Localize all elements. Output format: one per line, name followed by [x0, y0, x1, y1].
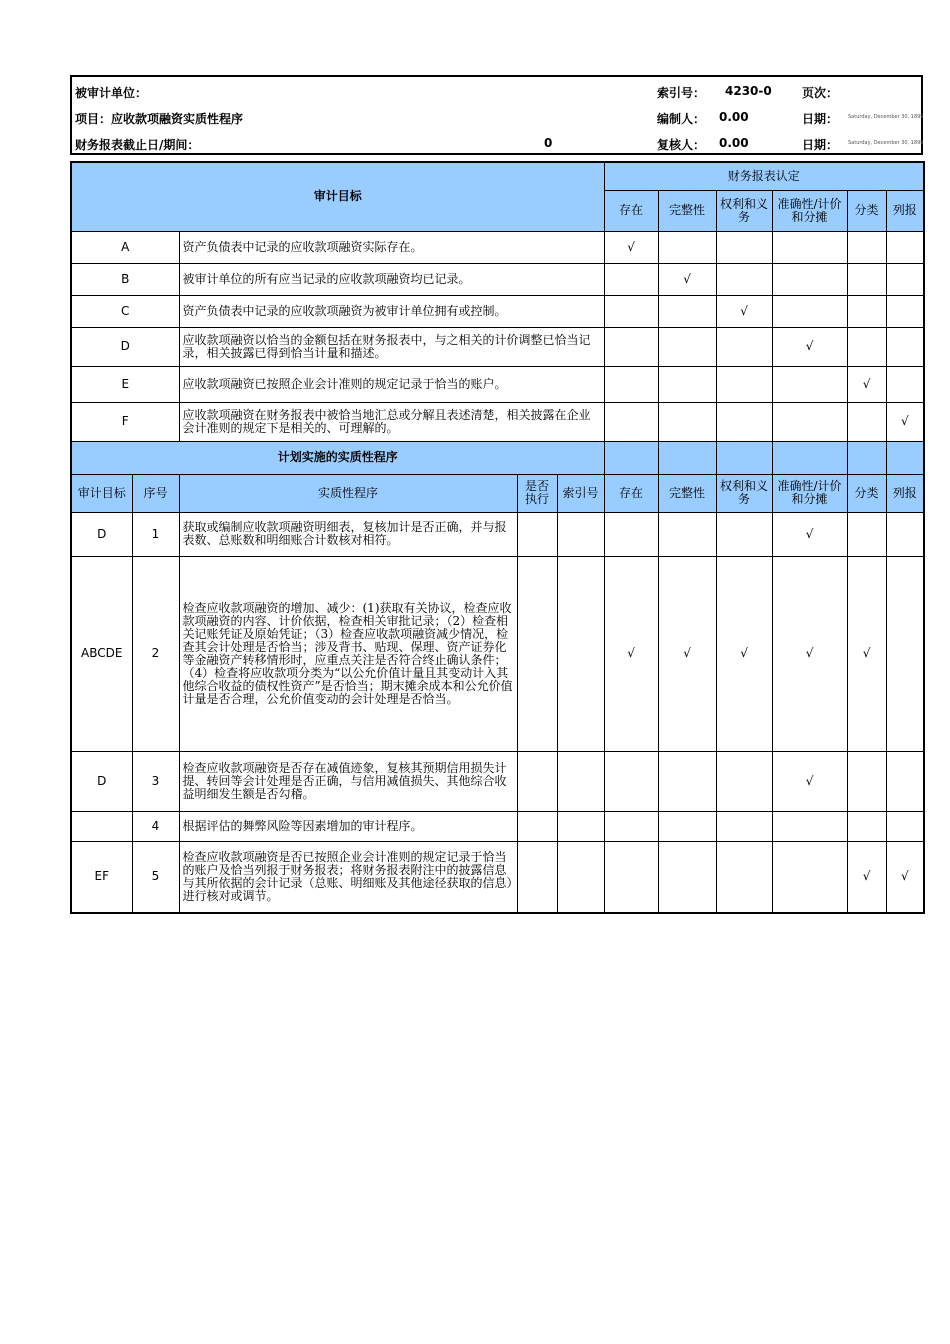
procedure-objective: D: [71, 751, 132, 811]
page-label: 页次：: [802, 86, 839, 100]
check-cell: [604, 751, 658, 811]
check-cell: [772, 841, 847, 913]
check-cell: [886, 295, 924, 327]
check-cell: [658, 231, 716, 263]
objective-row: [71, 231, 924, 263]
assertion-presentation: 列报: [886, 190, 924, 231]
check-cell: [847, 512, 886, 556]
objective-code: D: [71, 327, 179, 366]
objective-code: F: [71, 402, 179, 441]
check-cell: √: [716, 556, 772, 751]
check-cell: [847, 751, 886, 811]
check-cell: √: [658, 556, 716, 751]
procedure-index[interactable]: [557, 841, 604, 913]
procedure-executed[interactable]: [517, 841, 557, 913]
check-cell: [772, 295, 847, 327]
assertion-existence: 存在: [604, 474, 658, 512]
assertion-rights: 权利和义务: [716, 190, 772, 231]
check-cell: √: [772, 512, 847, 556]
procedure-executed[interactable]: [517, 811, 557, 841]
check-cell: [658, 295, 716, 327]
procedure-row: [71, 811, 924, 841]
index-value: 4230-0: [725, 84, 772, 98]
assertion-completeness: 完整性: [658, 474, 716, 512]
check-cell: [658, 402, 716, 441]
date-value-2: Saturday, December 30, 1899: [848, 140, 924, 146]
preparer-value: 0.00: [719, 110, 749, 124]
check-cell: [716, 263, 772, 295]
check-cell: [886, 231, 924, 263]
check-cell: [658, 841, 716, 913]
objective-row: [71, 402, 924, 441]
check-cell: [716, 751, 772, 811]
check-cell: [772, 231, 847, 263]
objective-code: C: [71, 295, 179, 327]
objectives-header-row-1: [71, 162, 924, 190]
check-cell: √: [886, 402, 924, 441]
procedures-section-row: [71, 441, 924, 474]
check-cell: [658, 366, 716, 402]
procedure-row: [71, 556, 924, 751]
col-procedure: 实质性程序: [179, 474, 517, 512]
check-cell: [716, 811, 772, 841]
objective-row: [71, 327, 924, 366]
check-cell: √: [772, 751, 847, 811]
period-label: 财务报表截止日/期间：: [75, 138, 200, 152]
assertion-group-title: 财务报表认定: [604, 162, 924, 190]
assertion-valuation: 准确性/计价和分摊: [772, 474, 847, 512]
check-cell: [604, 263, 658, 295]
check-cell: √: [772, 556, 847, 751]
assertion-classification: 分类: [847, 190, 886, 231]
procedure-row: [71, 512, 924, 556]
check-cell: [716, 327, 772, 366]
check-cell: [716, 231, 772, 263]
procedure-objective: EF: [71, 841, 132, 913]
assertion-existence: 存在: [604, 190, 658, 231]
check-cell: √: [847, 556, 886, 751]
audit-table: [70, 161, 925, 914]
check-cell: [847, 295, 886, 327]
check-cell: [886, 263, 924, 295]
procedure-no: 1: [132, 512, 179, 556]
objective-text: 应收款项融资在财务报表中被恰当地汇总或分解且表述清楚，相关披露在企业会计准则的规定下是相关的、可理解的。: [179, 402, 604, 441]
header-block: [70, 75, 923, 155]
check-cell: [847, 327, 886, 366]
assertion-presentation: 列报: [886, 474, 924, 512]
check-cell: [604, 366, 658, 402]
procedure-objective: D: [71, 512, 132, 556]
check-cell: [847, 231, 886, 263]
assertion-classification: 分类: [847, 474, 886, 512]
check-cell: [772, 402, 847, 441]
check-cell: [716, 402, 772, 441]
project-label: 项目：应收款项融资实质性程序: [75, 112, 244, 126]
check-cell: [604, 841, 658, 913]
date-label-2: 日期：: [802, 138, 839, 152]
procedure-text: 检查应收款项融资的增加、减少：(1)获取有关协议，检查应收款项融资的内容、计价依据，检查相关审批记录；（2）检查相关记账凭证及原始凭证；（3）检查应收款项融资减少情况，检查其会计处理是否恰当；涉及背书、贴现、保理、资产证券化等金融资产转移情形时，应重点关注是否符合终止确认条件；（4）检查将应收款项分类为“以公允价值计量且其变动计入其他综合收益的债权性资产”是否恰当；期末摊余成本和公允价值计量是否合理，公允价值变动的会计处理是否恰当。: [179, 556, 517, 751]
objective-text: 资产负债表中记录的应收款项融资为被审计单位拥有或控制。: [179, 295, 604, 327]
objective-text: 被审计单位的所有应当记录的应收款项融资均已记录。: [179, 263, 604, 295]
procedure-index[interactable]: [557, 512, 604, 556]
check-cell: √: [772, 327, 847, 366]
reviewer-value: 0.00: [719, 136, 749, 150]
check-cell: [658, 327, 716, 366]
date-label-1: 日期：: [802, 112, 839, 126]
check-cell: √: [847, 366, 886, 402]
procedure-objective: ABCDE: [71, 556, 132, 751]
procedure-text: 检查应收款项融资是否存在减值迹象，复核其预期信用损失计提、转回等会计处理是否正确，与信用减值损失、其他综合收益明细发生额是否勾稽。: [179, 751, 517, 811]
check-cell: [847, 811, 886, 841]
procedure-executed[interactable]: [517, 751, 557, 811]
check-cell: [886, 751, 924, 811]
check-cell: [716, 366, 772, 402]
check-cell: [886, 327, 924, 366]
check-cell: [604, 327, 658, 366]
check-cell: √: [604, 231, 658, 263]
check-cell: [604, 295, 658, 327]
reviewer-label: 复核人：: [657, 138, 706, 152]
unit-label: 被审计单位：: [75, 86, 148, 100]
procedure-no: 4: [132, 811, 179, 841]
check-cell: [604, 402, 658, 441]
procedure-index[interactable]: [557, 556, 604, 751]
objective-row: [71, 295, 924, 327]
procedure-executed[interactable]: [517, 512, 557, 556]
check-cell: [604, 811, 658, 841]
procedure-no: 5: [132, 841, 179, 913]
preparer-label: 编制人：: [657, 112, 706, 126]
col-no: 序号: [132, 474, 179, 512]
check-cell: √: [658, 263, 716, 295]
assertion-rights: 权利和义务: [716, 474, 772, 512]
objective-row: [71, 366, 924, 402]
check-cell: √: [604, 556, 658, 751]
check-cell: [658, 512, 716, 556]
check-cell: [847, 402, 886, 441]
check-cell: [716, 841, 772, 913]
procedure-text: 获取或编制应收款项融资明细表，复核加计是否正确，并与报表数、总账数和明细账合计数核对相符。: [179, 512, 517, 556]
check-cell: √: [716, 295, 772, 327]
col-objective: 审计目标: [71, 474, 132, 512]
procedures-header-row: [71, 474, 924, 512]
objectives-section-title: 审计目标: [71, 162, 604, 231]
objective-code: A: [71, 231, 179, 263]
procedure-index[interactable]: [557, 751, 604, 811]
assertion-valuation: 准确性/计价和分摊: [772, 190, 847, 231]
assertion-completeness: 完整性: [658, 190, 716, 231]
check-cell: [886, 366, 924, 402]
col-executed: 是否执行: [517, 474, 557, 512]
check-cell: [847, 263, 886, 295]
procedure-row: [71, 841, 924, 913]
index-label: 索引号：: [657, 86, 706, 100]
procedure-index[interactable]: [557, 811, 604, 841]
check-cell: [886, 556, 924, 751]
objective-text: 应收款项融资已按照企业会计准则的规定记录于恰当的账户。: [179, 366, 604, 402]
objective-code: B: [71, 263, 179, 295]
check-cell: [604, 512, 658, 556]
date-value-1: Saturday, December 30, 1899: [848, 114, 924, 120]
check-cell: [772, 366, 847, 402]
procedures-section-title: 计划实施的实质性程序: [71, 441, 604, 474]
objective-row: [71, 263, 924, 295]
check-cell: [658, 811, 716, 841]
check-cell: [716, 512, 772, 556]
procedure-executed[interactable]: [517, 556, 557, 751]
col-index: 索引号: [557, 474, 604, 512]
procedure-no: 3: [132, 751, 179, 811]
check-cell: [658, 751, 716, 811]
period-value: 0: [544, 136, 553, 150]
objective-text: 应收款项融资以恰当的金额包括在财务报表中，与之相关的计价调整已恰当记录，相关披露已得到恰当计量和描述。: [179, 327, 604, 366]
check-cell: [886, 512, 924, 556]
procedure-objective: [71, 811, 132, 841]
check-cell: [886, 811, 924, 841]
procedure-no: 2: [132, 556, 179, 751]
check-cell: [772, 263, 847, 295]
check-cell: √: [886, 841, 924, 913]
objective-text: 资产负债表中记录的应收款项融资实际存在。: [179, 231, 604, 263]
objective-code: E: [71, 366, 179, 402]
check-cell: √: [847, 841, 886, 913]
check-cell: [772, 811, 847, 841]
procedure-text: 检查应收款项融资是否已按照企业会计准则的规定记录于恰当的账户及恰当列报于财务报表；将财务报表附注中的披露信息与其所依据的会计记录（总账、明细账及其他途径获取的信息）进行核对或调节。: [179, 841, 517, 913]
procedure-text: 根据评估的舞弊风险等因素增加的审计程序。: [179, 811, 517, 841]
procedure-row: [71, 751, 924, 811]
